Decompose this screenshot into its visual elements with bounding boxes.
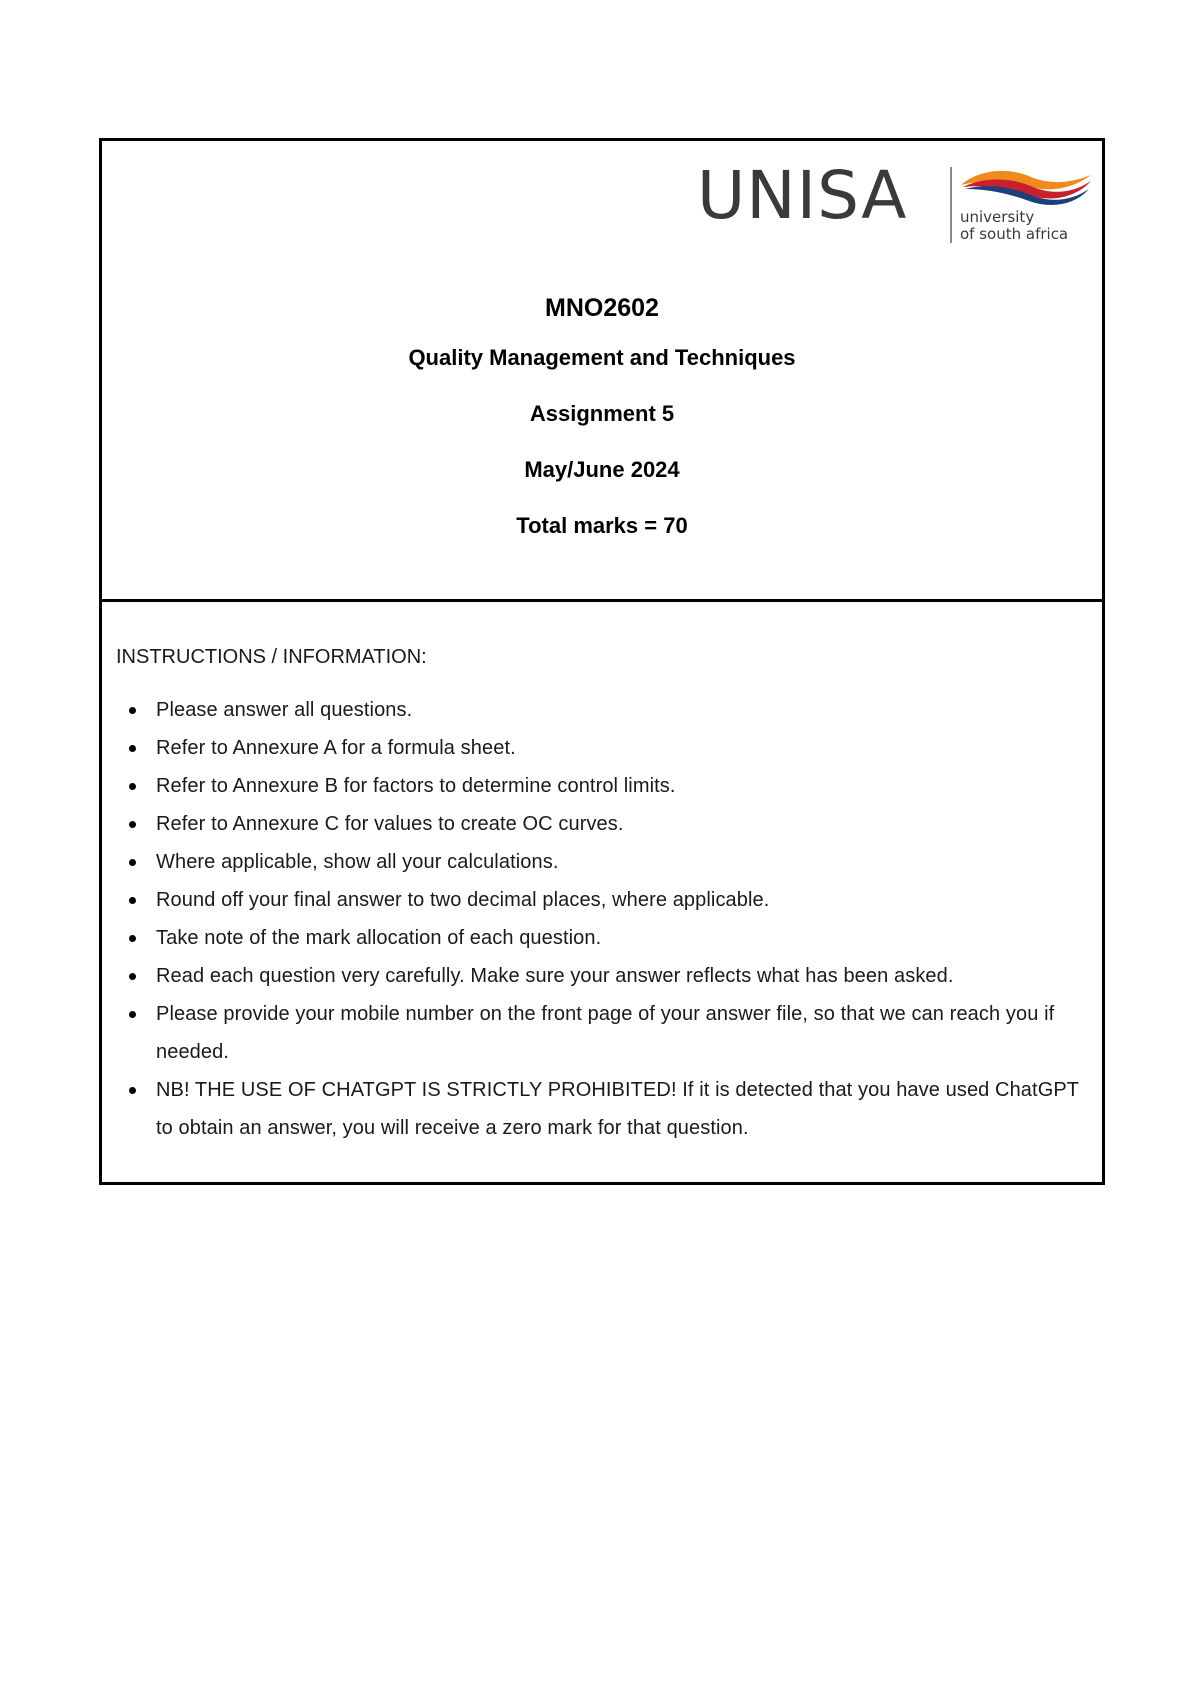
list-item xyxy=(116,691,1088,729)
instructions-list xyxy=(116,691,1088,1147)
list-item-text: Take note of the mark allocation of each question. xyxy=(156,927,602,949)
course-code: MNO2602 xyxy=(545,294,659,322)
list-item xyxy=(116,1071,1088,1147)
cover-box xyxy=(99,138,1105,1185)
instructions-section xyxy=(102,602,1102,1147)
list-item-text: Refer to Annexure B for factors to determine control limits. xyxy=(156,775,676,797)
instructions-heading: INSTRUCTIONS / INFORMATION: xyxy=(116,646,427,668)
logo-subtitle-line2: of south africa xyxy=(960,225,1069,243)
cover-header xyxy=(102,141,1102,602)
bullet-icon xyxy=(129,973,136,980)
unisa-logo xyxy=(697,151,1097,241)
list-item xyxy=(116,843,1088,881)
title-block xyxy=(102,293,1102,568)
list-item-text: Where applicable, show all your calculations. xyxy=(156,851,559,873)
course-name: Quality Management and Techniques xyxy=(408,345,796,370)
list-item-text: Refer to Annexure C for values to create OC curves. xyxy=(156,813,624,835)
list-item xyxy=(116,881,1088,919)
list-item xyxy=(116,957,1088,995)
logo-wordmark: UNISA xyxy=(697,157,908,234)
bullet-icon xyxy=(129,1011,136,1018)
bullet-icon xyxy=(129,1087,136,1094)
exam-period: May/June 2024 xyxy=(524,457,680,482)
logo-subtitle xyxy=(960,209,1068,243)
list-item xyxy=(116,919,1088,957)
list-item-text: Round off your final answer to two decimal places, where applicable. xyxy=(156,889,770,911)
bullet-icon xyxy=(129,783,136,790)
bullet-icon xyxy=(129,821,136,828)
bullet-icon xyxy=(129,935,136,942)
flag-icon xyxy=(959,165,1093,207)
list-item-text: Please provide your mobile number on the front page of your answer file, so that we can reach you if needed. xyxy=(156,1003,1055,1063)
list-item-text: Read each question very carefully. Make sure your answer reflects what has been asked. xyxy=(156,965,954,987)
list-item-text: NB! THE USE OF CHATGPT IS STRICTLY PROHIBITED! If it is detected that you have used ChatGPT to obtain an answer, you will receive a zero mark for that question. xyxy=(156,1079,1079,1139)
logo-divider xyxy=(950,167,952,243)
list-item xyxy=(116,805,1088,843)
list-item-text: Please answer all questions. xyxy=(156,699,413,721)
logo-subtitle-line1: university xyxy=(960,208,1035,226)
list-item xyxy=(116,767,1088,805)
list-item-text: Refer to Annexure A for a formula sheet. xyxy=(156,737,516,759)
assignment-title: Assignment 5 xyxy=(529,401,675,426)
bullet-icon xyxy=(129,859,136,866)
bullet-icon xyxy=(129,897,136,904)
bullet-icon xyxy=(129,707,136,714)
list-item xyxy=(116,995,1088,1071)
total-marks: Total marks = 70 xyxy=(516,513,688,538)
bullet-icon xyxy=(129,745,136,752)
list-item xyxy=(116,729,1088,767)
